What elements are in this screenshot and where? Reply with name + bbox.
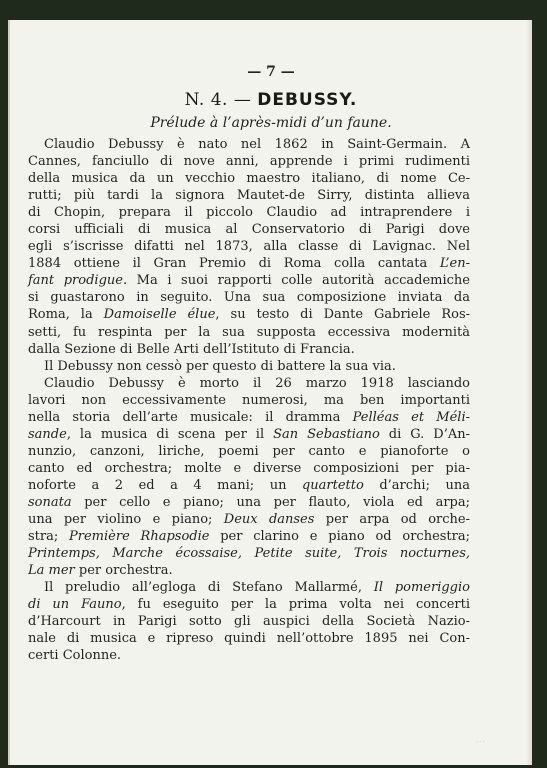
text-run: d’archi; una (363, 477, 470, 493)
text-line (28, 613, 470, 630)
text-run: Roma, la (28, 307, 104, 323)
text-run: si guastarono in seguito. Una sua composizione inviata da (28, 290, 470, 306)
text-line (28, 289, 470, 306)
text-run: , fu eseguito per la prima volta nei concerti (121, 597, 470, 613)
text-run: San Sebastiano (273, 426, 380, 442)
text-line (28, 545, 470, 562)
text-run: della musica da un vecchio maestro italiano, di nome Ce- (28, 171, 470, 187)
text-run: per clarino e piano od orchestra; (209, 529, 471, 545)
text-run: Damoiselle élue (103, 307, 216, 323)
text-run: per cello e piano; una per flauto, viola ed arpa; (71, 494, 470, 510)
paragraph (28, 579, 470, 664)
text-line (28, 170, 470, 187)
text-line (28, 375, 470, 392)
section-number: N. 4. — (184, 90, 252, 110)
text-run: egli s’iscrisse difatti nel 1873, alla classe di Lavignac. Nel (28, 239, 470, 255)
text-run: 1884 ottiene il Gran Premio di Roma colla cantata (28, 256, 440, 272)
text-line (28, 341, 470, 358)
paragraph (28, 358, 470, 375)
text-line (28, 596, 470, 613)
text-line (28, 579, 470, 596)
text-run: Cannes, fanciullo di nove anni, apprende i primi rudimenti (28, 154, 470, 170)
text-run: quartetto (301, 477, 364, 493)
text-run: una per violino e piano; (28, 512, 224, 528)
text-run: di un Fauno (28, 597, 122, 613)
text-line (28, 392, 470, 409)
text-run: sande (28, 426, 67, 442)
text-run: Deux danses (223, 512, 315, 528)
text-run: canto ed orchestra; molte e diverse composizioni per pia- (28, 460, 470, 476)
text-line (28, 409, 470, 426)
text-run: dalla Sezione di Belle Arti dell’Istituto di Francia. (28, 341, 355, 357)
text-line (28, 460, 470, 477)
text-line (28, 324, 470, 341)
text-line (28, 306, 470, 323)
text-run: per arpa od orche- (314, 512, 470, 528)
text-line (28, 426, 470, 443)
text-line (28, 562, 470, 579)
text-run: Claudio Debussy è nato nel 1862 in Saint-Germain. A (44, 137, 470, 152)
body-text (28, 136, 470, 664)
text-run: Claudio Debussy è morto il 26 marzo 1918 lasciando (44, 375, 470, 391)
text-line (28, 272, 470, 289)
text-line (28, 494, 470, 511)
text-line (28, 204, 470, 221)
book-page (8, 20, 532, 765)
text-run: fant prodigue (28, 273, 123, 289)
text-run: La mer (28, 563, 75, 579)
text-run: rutti; più tardi la signora Mautet-de Sirry, distinta allieva (28, 188, 470, 204)
text-run: corsi ufficiali di musica al Conservatorio di Parigi dove (28, 222, 470, 238)
text-line (28, 528, 470, 545)
text-line (28, 477, 470, 494)
text-run: , su testo di Dante Gabriele Ros- (215, 307, 471, 323)
text-run: certi Colonne. (28, 648, 122, 664)
text-run: nunzio, canzoni, liriche, poemi per canto e pianoforte o (28, 443, 470, 459)
text-line (28, 630, 470, 647)
text-run: sonata (28, 494, 72, 510)
page-number: — 7 — (247, 64, 295, 80)
text-line (28, 187, 470, 204)
text-run: Il pomeriggio (373, 580, 470, 596)
text-line (28, 238, 470, 255)
section-heading (10, 90, 532, 110)
faint-handwriting-mark: … (474, 733, 487, 746)
text-line (28, 443, 470, 460)
text-run: . Ma i suoi rapporti colle autorità accademiche (122, 273, 470, 289)
text-run: Printemps, Marche écossaise, Petite suite, Trois nocturnes, (28, 546, 470, 562)
text-run: nella storia dell’arte musicale: il dramma (28, 409, 353, 425)
text-run: , la musica di scena per il (66, 426, 274, 442)
text-run: noforte a 2 ed a 4 mani; un (28, 477, 302, 493)
text-run: di Chopin, prepara il piccolo Claudio ad intraprendere i (28, 205, 470, 221)
text-run: stra; (28, 529, 70, 545)
text-line (28, 511, 470, 528)
text-line (28, 153, 470, 170)
text-run: nale di musica e ripreso quindi nell’ottobre 1895 nei Con- (28, 631, 470, 647)
text-run: Pelléas et Méli- (352, 409, 470, 425)
composer-name: DEBUSSY. (257, 90, 358, 110)
text-run: Il Debussy non cessò per questo di battere la sua via. (44, 358, 396, 374)
text-run: Il preludio all’egloga di Stefano Mallarmé, (44, 580, 374, 596)
text-run: lavori non eccessivamente numerosi, ma ben importanti (28, 392, 470, 408)
paragraph (28, 375, 470, 580)
text-line (28, 647, 470, 664)
text-run: L’en- (439, 256, 470, 272)
text-line (28, 136, 470, 153)
work-title: Prélude à l’après-midi d’un faune. (150, 115, 392, 131)
text-run: d’Harcourt in Parigi sotto gli auspici della Società Nazio- (28, 614, 470, 630)
text-run: per orchestra. (74, 563, 173, 579)
text-run: setti, fu respinta per la sua supposta eccessiva modernità (28, 324, 470, 340)
paragraph (28, 136, 470, 358)
text-line (28, 358, 470, 375)
text-run: Première Rhapsodie (69, 529, 210, 545)
text-line (28, 255, 470, 272)
text-line (28, 221, 470, 238)
text-run: di G. D’An- (379, 426, 471, 442)
